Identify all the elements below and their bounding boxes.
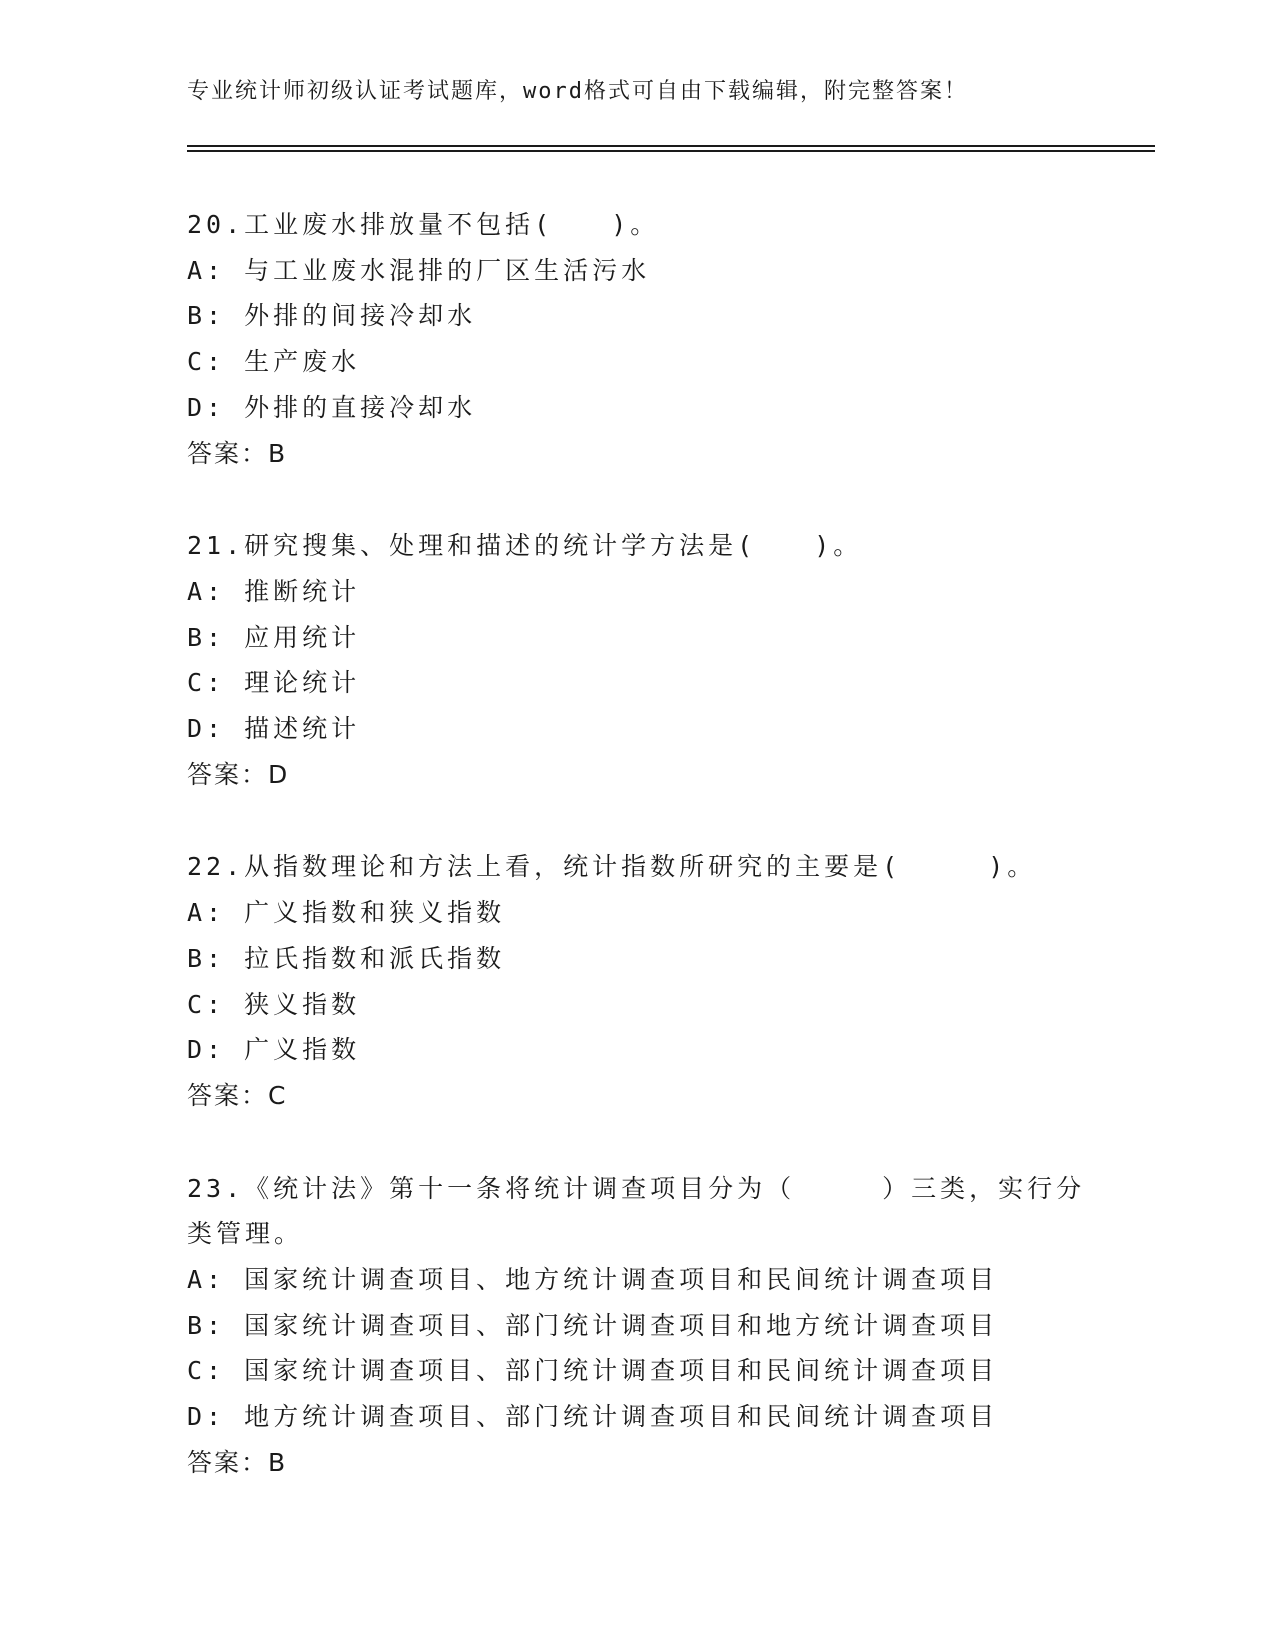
question-21: [187, 523, 1087, 797]
option-c: C: 生产废水: [187, 347, 361, 377]
option-a: A: 推断统计: [187, 576, 361, 606]
answer-text: 答案：B: [187, 1447, 288, 1477]
option-d: D: 地方统计调查项目、部门统计调查项目和民间统计调查项目: [187, 1402, 999, 1432]
question-title: 22.从指数理论和方法上看，统计指数所研究的主要是( )。: [187, 852, 1037, 882]
question-title: 21.研究搜集、处理和描述的统计学方法是( )。: [187, 531, 863, 561]
answer-text: 答案：B: [187, 438, 288, 468]
answer-text: 答案：D: [187, 759, 290, 789]
question-title: 20.工业废水排放量不包括( )。: [187, 210, 660, 239]
answer-text: 答案：C: [187, 1080, 288, 1110]
document-header: 专业统计师初级认证考试题库，word格式可自由下载编辑，附完整答案！: [187, 79, 968, 104]
question-list: [187, 202, 1087, 1533]
option-c: C: 理论统计: [187, 668, 361, 698]
option-a: A: 国家统计调查项目、地方统计调查项目和民间统计调查项目: [187, 1265, 999, 1295]
option-c: C: 国家统计调查项目、部门统计调查项目和民间统计调查项目: [187, 1356, 999, 1386]
question-23: [187, 1166, 1087, 1486]
option-b: B: 国家统计调查项目、部门统计调查项目和地方统计调查项目: [187, 1310, 999, 1340]
option-a: A: 广义指数和狭义指数: [187, 898, 506, 928]
option-b: B: 拉氏指数和派氏指数: [187, 943, 506, 973]
option-b: B: 应用统计: [187, 622, 361, 652]
option-b: B: 外排的间接冷却水: [187, 301, 477, 331]
option-d: D: 外排的直接冷却水: [187, 392, 477, 422]
option-c: C: 狭义指数: [187, 989, 361, 1019]
option-d: D: 描述统计: [187, 714, 361, 744]
header-divider: [187, 145, 1155, 152]
option-d: D: 广义指数: [187, 1035, 361, 1065]
question-title: 23.《统计法》第十一条将统计调查项目分为（ ）三类，实行分类管理。: [187, 1173, 1086, 1249]
question-20: [187, 202, 1087, 476]
question-22: [187, 844, 1087, 1118]
option-a: A: 与工业废水混排的厂区生活污水: [187, 255, 651, 285]
